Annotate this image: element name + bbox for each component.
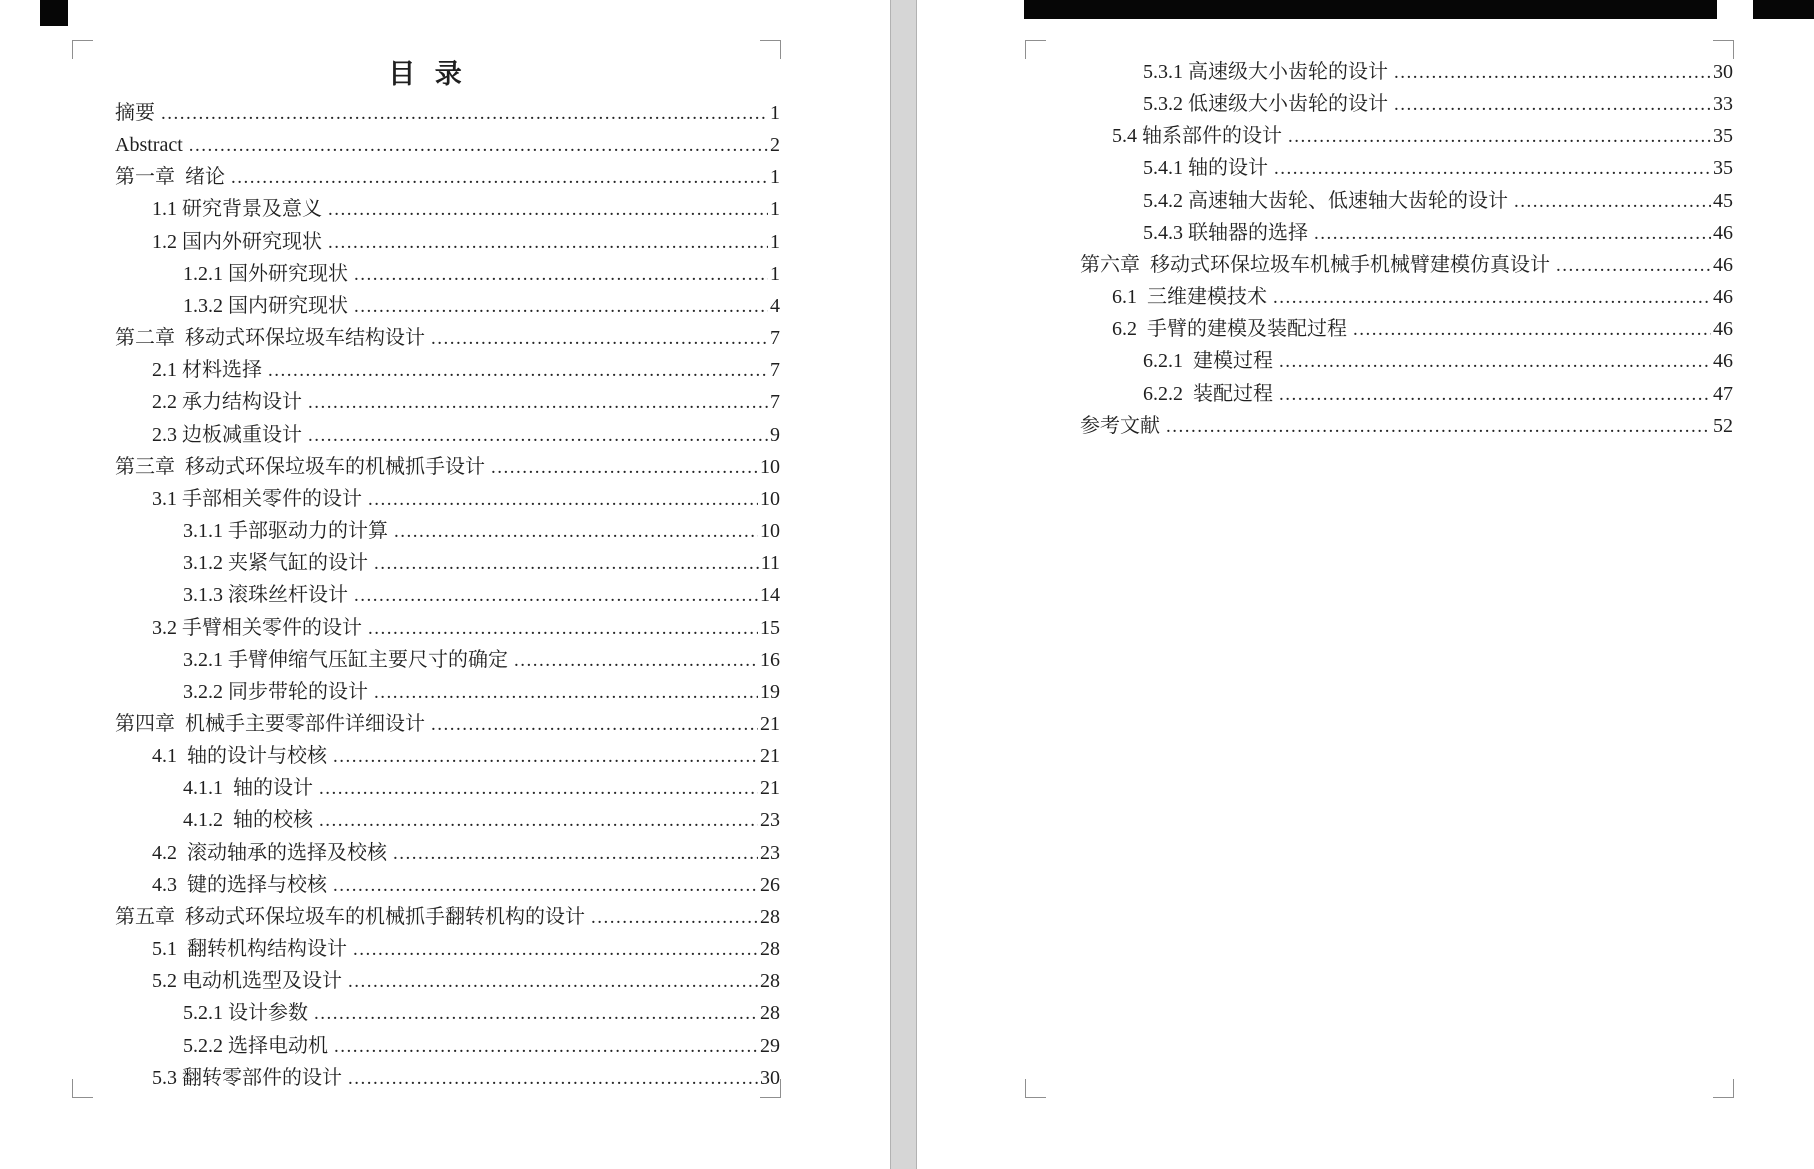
toc-entry[interactable] [72, 612, 780, 644]
toc-page-number: 11 [760, 552, 780, 575]
toc-entry-text: 5.4 轴系部件的设计 [1112, 125, 1282, 148]
toc-page-number: 10 [760, 487, 780, 510]
toc-page-number: 14 [760, 584, 780, 607]
dot-leader [348, 1063, 758, 1095]
dot-leader [354, 580, 758, 612]
toc-entry-text: 5.1 翻转机构结构设计 [152, 938, 347, 961]
toc-entry[interactable] [72, 901, 780, 933]
toc-entry-text: 1.3.2 国内研究现状 [183, 294, 348, 317]
toc-entry[interactable] [72, 386, 780, 418]
toc-entry[interactable] [72, 837, 780, 869]
toc-entry-text: 4.1.1 轴的设计 [183, 777, 313, 800]
toc-entry[interactable] [72, 740, 780, 772]
toc-page-number: 1 [770, 166, 780, 189]
toc-page-number: 30 [1713, 61, 1733, 83]
dot-leader [328, 227, 768, 259]
toc-entry[interactable] [72, 933, 780, 965]
toc-entry-text: 4.1.2 轴的校核 [183, 809, 313, 832]
top-bar-fragment-left [40, 0, 68, 26]
dot-leader [1166, 411, 1711, 443]
toc-entry-text: 3.2 手臂相关零件的设计 [152, 616, 362, 639]
toc-entry[interactable] [72, 515, 780, 547]
toc-page-number: 23 [760, 841, 780, 864]
toc-page-number: 46 [1713, 350, 1733, 373]
dot-leader [431, 323, 768, 355]
toc-page-number: 7 [770, 391, 780, 414]
toc-entry[interactable] [1025, 249, 1733, 281]
dot-leader [314, 998, 758, 1030]
toc-entry[interactable] [72, 419, 780, 451]
toc-entry-text: 5.2.2 选择电动机 [183, 1034, 328, 1057]
toc-page-number: 29 [760, 1034, 780, 1057]
toc-entry[interactable] [1025, 185, 1733, 217]
toc-entry-text: 第一章 绪论 [115, 166, 225, 189]
toc-entry[interactable] [72, 772, 780, 804]
toc-entry-text: 3.1.1 手部驱动力的计算 [183, 520, 388, 543]
dot-leader [374, 677, 758, 709]
toc-entry-text: 5.2.1 设计参数 [183, 1002, 308, 1025]
toc-entry[interactable] [72, 708, 780, 740]
toc-entry-text: 3.1 手部相关零件的设计 [152, 487, 362, 510]
dot-leader [1556, 250, 1711, 282]
toc-entry[interactable] [1025, 120, 1733, 152]
dot-leader [319, 805, 758, 837]
dot-leader [393, 838, 758, 870]
toc-page-number: 46 [1713, 318, 1733, 341]
toc-page-number: 10 [760, 520, 780, 543]
toc-entry[interactable] [72, 804, 780, 836]
dot-leader [333, 741, 758, 773]
dot-leader [189, 130, 768, 162]
dot-leader [1288, 121, 1711, 153]
toc-entry[interactable] [1025, 281, 1733, 313]
toc-entry[interactable] [1025, 152, 1733, 184]
toc-page-number: 9 [770, 423, 780, 446]
toc-entry[interactable] [72, 97, 780, 129]
top-bar-notch [1717, 0, 1753, 19]
toc-page-number: 21 [760, 777, 780, 800]
dot-leader [1274, 153, 1711, 185]
dot-leader [161, 98, 768, 130]
dot-leader [353, 934, 758, 966]
toc-entry[interactable] [1025, 56, 1733, 88]
toc-entry[interactable] [72, 965, 780, 997]
toc-entry-text: 5.3 翻转零部件的设计 [152, 1066, 342, 1089]
toc-entry[interactable] [1025, 410, 1733, 442]
dot-leader [1394, 57, 1711, 89]
toc-entry-text: 4.1 轴的设计与校核 [152, 745, 327, 768]
dot-leader [1273, 282, 1711, 314]
toc-entry[interactable] [72, 483, 780, 515]
toc-page-number: 4 [770, 294, 780, 317]
dot-leader [1353, 314, 1711, 346]
toc-entry[interactable] [72, 644, 780, 676]
dot-leader [354, 291, 768, 323]
toc-entry[interactable] [1025, 88, 1733, 120]
toc-entry-text: 6.1 三维建模技术 [1112, 286, 1267, 309]
toc-entry-text: 参考文献 [1080, 414, 1160, 437]
toc-page-number: 21 [760, 712, 780, 735]
toc-entry-text: 6.2.1 建模过程 [1143, 350, 1273, 373]
toc-entry-text: 6.2.2 装配过程 [1143, 382, 1273, 405]
toc-entry-text: 6.2 手臂的建模及装配过程 [1112, 318, 1347, 341]
toc-entry-text: 2.3 边板减重设计 [152, 423, 302, 446]
toc-page-number: 46 [1713, 253, 1733, 276]
crop-mark-right-page-bottom-left [1025, 1079, 1046, 1098]
toc-entry[interactable] [72, 1030, 780, 1062]
toc-page-number: 45 [1713, 189, 1733, 212]
dot-leader [1279, 379, 1711, 411]
toc-page-number: 35 [1713, 157, 1733, 180]
toc-page-number: 28 [760, 938, 780, 961]
toc-page-left [72, 97, 780, 1094]
toc-title: 目 录 [388, 59, 464, 89]
dot-leader [368, 484, 758, 516]
toc-entry-text: 第二章 移动式环保垃圾车结构设计 [115, 327, 425, 350]
dot-leader [1394, 89, 1711, 121]
toc-entry-text: 2.2 承力结构设计 [152, 391, 302, 414]
toc-entry-text: 1.2.1 国外研究现状 [183, 262, 348, 285]
toc-page-number: 7 [770, 359, 780, 382]
toc-page-number: 19 [760, 680, 780, 703]
dot-leader [368, 613, 758, 645]
toc-entry[interactable] [72, 354, 780, 386]
toc-page-number: 10 [760, 455, 780, 478]
toc-entry-text: 3.2.1 手臂伸缩气压缸主要尺寸的确定 [183, 648, 508, 671]
toc-entry-text: 第四章 机械手主要零部件详细设计 [115, 712, 425, 735]
toc-entry[interactable] [1025, 217, 1733, 249]
toc-entry-text: 2.1 材料选择 [152, 359, 262, 382]
dot-leader [1514, 186, 1711, 218]
dot-leader [328, 194, 768, 226]
toc-entry-text: 5.2 电动机选型及设计 [152, 970, 342, 993]
dot-leader [491, 452, 758, 484]
dot-leader [514, 645, 758, 677]
dot-leader [334, 1031, 758, 1063]
toc-page-number: 35 [1713, 125, 1733, 148]
dot-leader [308, 387, 768, 419]
dot-leader [431, 709, 758, 741]
toc-page-number: 1 [770, 198, 780, 221]
toc-entry-text: 3.1.3 滚珠丝杆设计 [183, 584, 348, 607]
dot-leader [354, 259, 768, 291]
dot-leader [374, 548, 759, 580]
toc-entry[interactable] [1025, 378, 1733, 410]
toc-entry-text: 3.2.2 同步带轮的设计 [183, 680, 368, 703]
toc-entry-text: 第三章 移动式环保垃圾车的机械抓手设计 [115, 455, 485, 478]
toc-entry[interactable] [72, 258, 780, 290]
toc-entry-text: 摘要 [115, 102, 155, 124]
toc-entry[interactable] [72, 1062, 780, 1094]
toc-page-number: 33 [1713, 93, 1733, 116]
dot-leader [394, 516, 758, 548]
toc-entry-text: 5.4.3 联轴器的选择 [1143, 221, 1308, 244]
dot-leader [333, 870, 758, 902]
toc-entry[interactable] [72, 676, 780, 708]
toc-entry-text: 1.2 国内外研究现状 [152, 230, 322, 253]
toc-entry[interactable] [72, 129, 780, 161]
toc-entry[interactable] [72, 451, 780, 483]
dot-leader [268, 355, 768, 387]
toc-page-number: 47 [1713, 382, 1733, 405]
toc-entry[interactable] [72, 869, 780, 901]
toc-entry[interactable] [1025, 345, 1733, 377]
dot-leader [1314, 218, 1711, 250]
toc-page-number: 2 [770, 134, 780, 157]
toc-page-number: 30 [760, 1066, 780, 1089]
toc-entry-text: 3.1.2 夹紧气缸的设计 [183, 552, 368, 575]
toc-entry[interactable] [72, 193, 780, 225]
toc-entry-text: 1.1 研究背景及意义 [152, 198, 322, 221]
page-gap-divider [890, 0, 917, 1169]
toc-page-number: 52 [1713, 414, 1733, 437]
toc-entry-text: 4.3 键的选择与校核 [152, 873, 327, 896]
toc-page-right [1025, 56, 1733, 442]
toc-entry[interactable] [72, 579, 780, 611]
toc-page-number: 26 [760, 873, 780, 896]
toc-entry-text: 4.2 滚动轴承的选择及校核 [152, 841, 387, 864]
toc-entry[interactable] [72, 322, 780, 354]
toc-entry-text: Abstract [115, 134, 183, 157]
crop-mark-right-page-bottom-right [1713, 1079, 1734, 1098]
toc-entry-text: 5.3.1 高速级大小齿轮的设计 [1143, 61, 1388, 83]
toc-entry[interactable] [72, 161, 780, 193]
dot-leader [319, 773, 758, 805]
toc-page-number: 46 [1713, 221, 1733, 244]
toc-page-number: 7 [770, 327, 780, 350]
dot-leader [348, 966, 758, 998]
toc-entry-text: 5.4.2 高速轴大齿轮、低速轴大齿轮的设计 [1143, 189, 1508, 212]
toc-page-number: 28 [760, 970, 780, 993]
toc-page-number: 1 [770, 230, 780, 253]
toc-entry[interactable] [72, 997, 780, 1029]
toc-entry-text: 5.3.2 低速级大小齿轮的设计 [1143, 93, 1388, 116]
toc-page-number: 21 [760, 745, 780, 768]
toc-page-number: 28 [760, 905, 780, 928]
toc-page-number: 1 [770, 102, 780, 124]
toc-page-number: 15 [760, 616, 780, 639]
toc-entry-text: 5.4.1 轴的设计 [1143, 157, 1268, 180]
toc-entry[interactable] [72, 547, 780, 579]
toc-entry-text: 第五章 移动式环保垃圾车的机械抓手翻转机构的设计 [115, 905, 585, 928]
dot-leader [308, 420, 768, 452]
toc-page-number: 1 [770, 262, 780, 285]
toc-page-number: 16 [760, 648, 780, 671]
top-bar-fragment-right [1024, 0, 1814, 19]
toc-entry[interactable] [1025, 313, 1733, 345]
dot-leader [591, 902, 758, 934]
toc-page-number: 28 [760, 1002, 780, 1025]
dot-leader [231, 162, 768, 194]
dot-leader [1279, 346, 1711, 378]
toc-page-number: 23 [760, 809, 780, 832]
toc-entry[interactable] [72, 290, 780, 322]
toc-entry-text: 第六章 移动式环保垃圾车机械手机械臂建模仿真设计 [1080, 253, 1550, 276]
toc-entry[interactable] [72, 226, 780, 258]
toc-page-number: 46 [1713, 286, 1733, 309]
